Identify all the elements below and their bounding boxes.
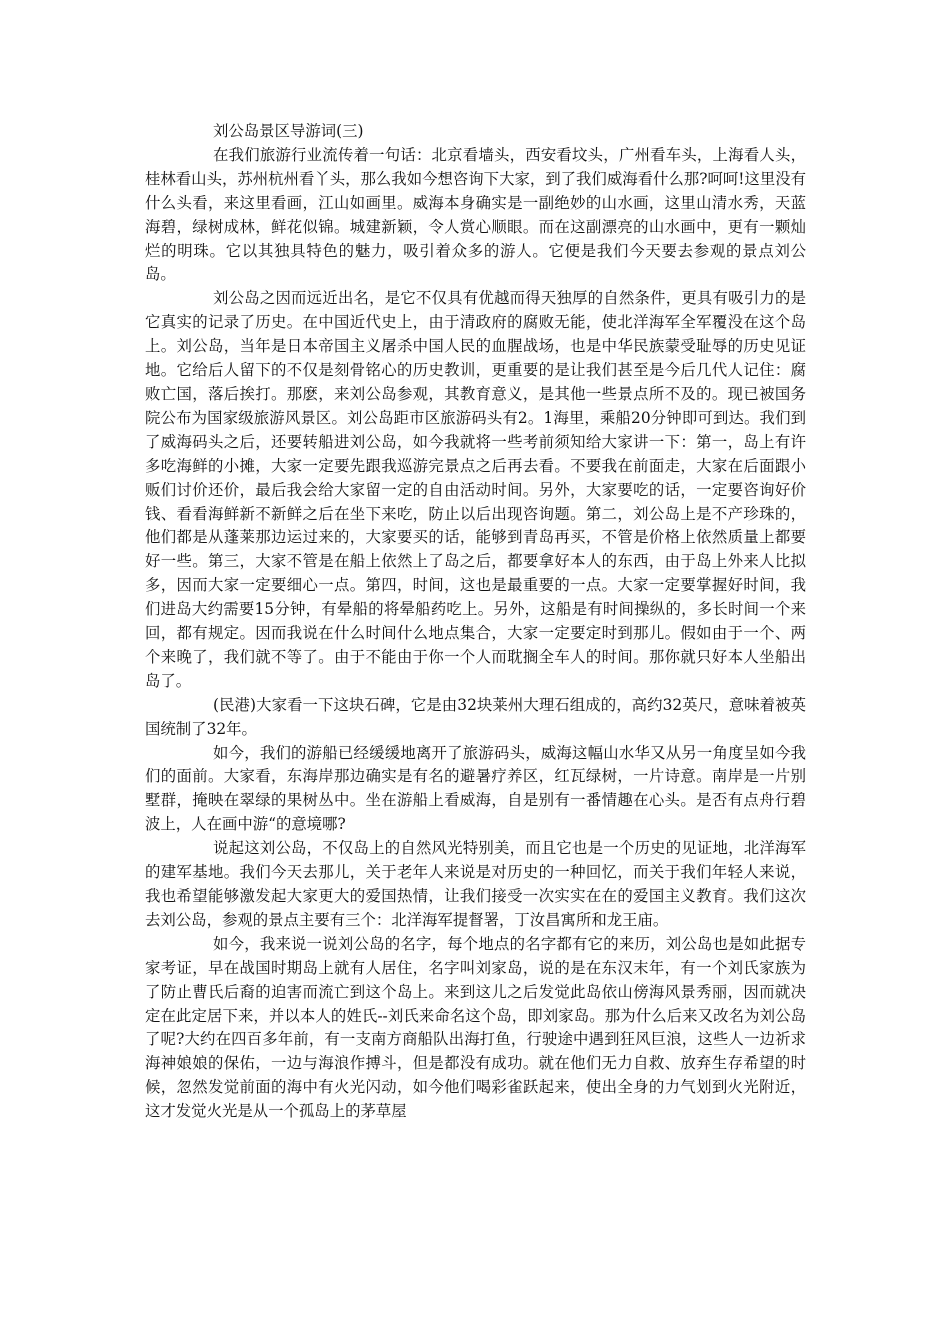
paragraph-island-name-origin: 如今，我来说一说刘公岛的名字，每个地点的名字都有它的来历，刘公岛也是如此据专家考证，早在战国时期岛上就有人居住，名字叫刘家岛，说的是在东汉末年，有一个刘氏家族为了防止曹氏后裔的迫害而流亡到这个岛上。来到这儿之后发觉此岛依山傍海风景秀丽，因而就决定在此定居下来，并以本人的姓氏--刘氏来命名这个岛，即刘家岛。那为什么后来又改名为刘公岛了呢?大约在四百多年前，有一支南方商船队出海打鱼，行驶途中遇到狂风巨浪，这些人一边祈求海神娘娘的保佑，一边与海浪作搏斗，但是都没有成功。就在他们无力自救、放弃生存希望的时候，忽然发觉前面的海中有火光闪动，如今他们喝彩雀跃起来，使出全身的力气划到火光附近，这才发觉火光是从一个孤岛上的茅草屋	[145, 934, 806, 1121]
paragraph-boat-view: 如今，我们的游船已经缓缓地离开了旅游码头，威海这幅山水华又从另一角度呈如今我们的面前。大家看，东海岸那边确实是有名的避暑疗养区，红瓦绿树，一片诗意。南岸是一片别墅群，掩映在翠绿的果树丛中。坐在游船上看威海，自是别有一番情趣在心头。是否有点舟行碧波上，人在画中游“的意境哪?	[145, 743, 806, 834]
paragraph-intro: 在我们旅游行业流传着一句话：北京看墙头，西安看坟头，广州看车头，上海看人头，桂林看山头，苏州杭州看丫头，那么我如今想咨询下大家，到了我们威海看什么那?呵呵!这里没有什么头看，来这里看画，江山如画里。威海本身确实是一副绝妙的山水画，这里山清水秀，天蓝海碧，绿树成林，鲜花似锦。城建新颖，令人赏心顺眼。而在这副漂亮的山水画中，更有一颗灿烂的明珠。它以其独具特色的魅力，吸引着众多的游人。它便是我们今天要去参观的景点刘公岛。	[145, 145, 806, 284]
paragraph-stone-tablet: (民港)大家看一下这块石碑，它是由32块莱州大理石组成的，高约32英尺，意味着被英国统制了32年。	[145, 695, 806, 738]
paragraph-history-and-tips: 刘公岛之因而远近出名，是它不仅具有优越而得天独厚的自然条件，更具有吸引力的是它真实的记录了历史。在中国近代史上，由于清政府的腐败无能，使北洋海军全军覆没在这个岛上。刘公岛，当年是日本帝国主义屠杀中国人民的血腥战场，也是中华民族蒙受耻辱的历史见证地。它给后人留下的不仅是刻骨铭心的历史教训，更重要的是让我们甚至是今后几代人记住：腐败亡国，落后挨打。那麽，来刘公岛参观，其教育意义，是其他一些景点所不及的。现已被国务院公布为国家级旅游风景区。刘公岛距市区旅游码头有2。1海里，乘船20分钟即可到达。我们到了威海码头之后，还要转船进刘公岛，如今我就将一些考前须知给大家讲一下：第一，岛上有许多吃海鲜的小摊，大家一定要先跟我巡游完景点之后再去看。不要我在前面走，大家在后面跟小贩们讨价还价，最后我会给大家留一定的自由活动时间。另外，大家要吃的话，一定要咨询好价钱、看看海鲜新不新鲜之后在坐下来吃，防止以后出现咨询题。第二，刘公岛上是不产珍珠的，他们都是从蓬莱那边运过来的，大家要买的话，能够到青岛再买，不管是价格上依然质量上都要好一些。第三，大家不管是在船上依然上了岛之后，都要拿好本人的东西，由于岛上外来人比拟多，因而大家一定要细心一点。第四，时间，这也是最重要的一点。大家一定要掌握好时间，我们进岛大约需要15分钟，有晕船的将晕船药吃上。另外，这船是有时间操纵的，多长时间一个来回，都有规定。因而我说在什么时间什么地点集合，大家一定要定时到那儿。假如由于一个、两个来晚了，我们就不等了。由于不能由于你一个人而耽搁全车人的时间。那你就只好本人坐船出岛了。	[145, 289, 806, 690]
document-page	[145, 120, 806, 1124]
document-title: 刘公岛景区导游词(三)	[213, 122, 364, 140]
paragraph-patriotic-education: 说起这刘公岛，不仅岛上的自然风光特别美，而且它也是一个历史的见证地，北洋海军的建军基地。我们今天去那儿，关于老年人来说是对历史的一种回忆，而关于我们年轻人来说，我也希望能够激发起大家更大的爱国热情，让我们接受一次实实在在的爱国主义教育。我们这次去刘公岛，参观的景点主要有三个：北洋海军提督署，丁汝昌寓所和龙王庙。	[145, 839, 806, 929]
